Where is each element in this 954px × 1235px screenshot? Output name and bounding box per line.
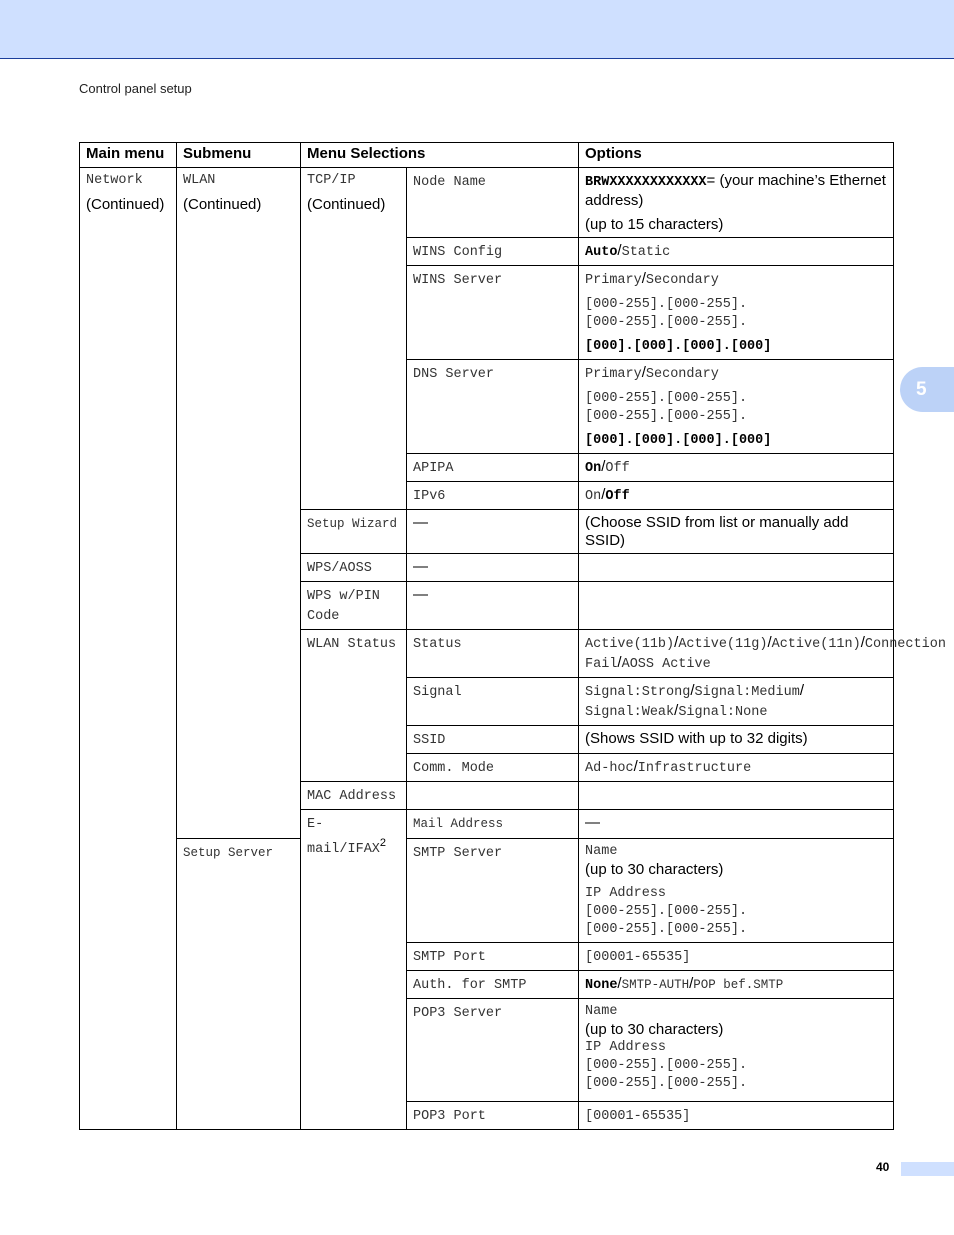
status-fail: Connection Fail xyxy=(585,637,946,672)
options-ssid: (Shows SSID with up to 32 digits) xyxy=(579,726,894,754)
smtp-server-label: SMTP Server xyxy=(413,846,503,861)
options-empty xyxy=(579,782,894,810)
selection-ipv6 xyxy=(407,482,579,510)
options-ipv6: On/Off xyxy=(579,482,894,510)
ssid-label: SSID xyxy=(413,733,446,748)
options-wins-server: Primary/Secondary [000-255].[000-255]. [000-255].[000-255]. [000].[000].[000].[000] xyxy=(579,266,894,360)
selection-comm-mode xyxy=(407,754,579,782)
status-label: Status xyxy=(413,637,462,652)
ipv6-on: On xyxy=(585,489,602,504)
pop3-ip-range-2: [000-255].[000-255]. xyxy=(585,1076,748,1091)
node-name-limit: (up to 15 characters) xyxy=(585,216,724,233)
status-11g: Active(11g) xyxy=(678,637,768,652)
wins-config-auto: Auto xyxy=(585,245,618,260)
pop3-server-label: POP3 Server xyxy=(413,1006,503,1021)
smtp-ip-range-1: [000-255].[000-255]. xyxy=(585,904,748,919)
selection-pop3-server xyxy=(407,999,579,1102)
options-dns-server: Primary/Secondary [000-255].[000-255]. [000-255].[000-255]. [000].[000].[000].[000] xyxy=(579,360,894,454)
signal-medium: Signal:Medium xyxy=(694,685,800,700)
header-options: Options xyxy=(579,143,894,168)
smtp-name: Name xyxy=(585,844,618,859)
header-submenu: Submenu xyxy=(177,143,301,168)
table-header-row xyxy=(80,143,894,168)
comm-adhoc: Ad-hoc xyxy=(585,761,634,776)
options-empty xyxy=(579,582,894,630)
node-name-brw: BRWXXXXXXXXXXXX xyxy=(585,175,707,190)
options-node-name xyxy=(579,168,894,238)
wins-secondary: Secondary xyxy=(645,273,719,288)
tcpip-cell xyxy=(301,168,407,510)
auth-pop-bef-smtp: POP bef.SMTP xyxy=(693,978,784,992)
smtp-port-label: SMTP Port xyxy=(413,950,486,965)
auth-smtp-label: Auth. for SMTP xyxy=(413,978,527,993)
status-aoss: AOSS Active xyxy=(621,657,711,672)
submenu-wlan-cell xyxy=(177,168,301,839)
setup-server-label: Setup Server xyxy=(183,846,274,860)
main-menu-network: Network xyxy=(86,173,143,188)
wins-primary: Primary xyxy=(585,273,642,288)
apipa-label: APIPA xyxy=(413,461,454,476)
status-11b: Active(11b) xyxy=(585,637,675,652)
separator: / xyxy=(617,242,622,259)
footer-bar xyxy=(901,1162,954,1176)
pop3-ip-range-1: [000-255].[000-255]. xyxy=(585,1058,748,1073)
selection-apipa xyxy=(407,454,579,482)
signal-none: Signal:None xyxy=(678,705,768,720)
apipa-on: On xyxy=(585,461,602,476)
submenu-email-cell xyxy=(301,810,407,1130)
selection-setup-server xyxy=(177,839,301,1130)
options-apipa: On/Off xyxy=(579,454,894,482)
selection-wins-server xyxy=(407,266,579,360)
options-empty xyxy=(579,554,894,582)
options-wins-config xyxy=(579,238,894,266)
wins-ip-range-1: [000-255].[000-255]. xyxy=(585,297,748,312)
dash-cell: — xyxy=(579,810,894,839)
smtp-ip-label: IP Address xyxy=(585,886,667,901)
continued-label: (Continued) xyxy=(183,196,262,213)
dash-cell: — xyxy=(407,582,579,630)
section-title: Control panel setup xyxy=(79,81,192,96)
signal-strong: Signal:Strong xyxy=(585,685,691,700)
selection-wlan-status xyxy=(301,630,407,782)
dns-secondary: Secondary xyxy=(645,367,719,382)
menu-table xyxy=(79,142,946,1130)
pop3-name-limit: (up to 30 characters) xyxy=(585,1021,724,1038)
main-menu-cell xyxy=(80,168,177,1130)
pop3-port-range: [00001-65535] xyxy=(585,1109,691,1124)
dns-ip-range-1: [000-255].[000-255]. xyxy=(585,391,748,406)
status-11n: Active(11n) xyxy=(771,637,861,652)
selection-wps-pin xyxy=(301,582,407,630)
selection-wps-aoss xyxy=(301,554,407,582)
wps-aoss-label: WPS/AOSS xyxy=(307,561,372,576)
options-signal: Signal:Strong/Signal:Medium/ Signal:Weak/Signal:None xyxy=(579,678,894,726)
apipa-off: Off xyxy=(605,461,630,476)
pop3-ip-label: IP Address xyxy=(585,1040,667,1055)
wins-ip-range-2: [000-255].[000-255]. xyxy=(585,315,748,330)
signal-label: Signal xyxy=(413,685,462,700)
continued-label: (Continued) xyxy=(307,196,386,213)
selection-pop3-port xyxy=(407,1102,579,1130)
selection-dns-server xyxy=(407,360,579,454)
smtp-name-limit: (up to 30 characters) xyxy=(585,861,724,878)
selection-signal xyxy=(407,678,579,726)
options-smtp-server xyxy=(579,839,894,943)
submenu-wlan: WLAN xyxy=(183,173,216,188)
wins-config-label: WINS Config xyxy=(413,245,503,260)
smtp-ip-range-2: [000-255].[000-255]. xyxy=(585,922,748,937)
wins-server-label: WINS Server xyxy=(413,273,503,288)
options-setup-wizard: (Choose SSID from list or manually add SSID) xyxy=(579,510,894,554)
page-number: 40 xyxy=(876,1160,890,1174)
wlan-status-label: WLAN Status xyxy=(307,637,397,652)
selection-setup-wizard xyxy=(301,510,407,554)
continued-label: (Continued) xyxy=(86,196,165,213)
mac-address-label: MAC Address xyxy=(307,789,397,804)
node-name-desc: = (your machine’s Ethernet address) xyxy=(585,172,886,209)
ipv6-label: IPv6 xyxy=(413,489,446,504)
dns-server-label: DNS Server xyxy=(413,367,495,382)
options-status: Active(11b)/Active(11g)/Active(11n)/Connection Fail/AOSS Active xyxy=(579,630,894,678)
node-name-label: Node Name xyxy=(413,175,486,190)
dash-cell: — xyxy=(407,554,579,582)
chapter-number: 5 xyxy=(916,378,927,400)
selection-tcpip: TCP/IP xyxy=(307,173,356,188)
selection-node-name xyxy=(407,168,579,238)
wins-config-static: Static xyxy=(621,245,671,260)
dns-ip-range-2: [000-255].[000-255]. xyxy=(585,409,748,424)
selection-mac-address xyxy=(301,782,407,810)
options-smtp-port xyxy=(579,943,894,971)
header-band xyxy=(0,0,954,59)
footnote-marker: 2 xyxy=(379,837,387,849)
comm-infrastructure: Infrastructure xyxy=(637,761,752,776)
dns-ip-default: [000].[000].[000].[000] xyxy=(585,433,772,448)
comm-mode-label: Comm. Mode xyxy=(413,761,495,776)
header-menu-selections: Menu Selections xyxy=(301,143,579,168)
selection-mail-address xyxy=(407,810,579,839)
chapter-tab xyxy=(900,367,954,412)
header-main-menu: Main menu xyxy=(80,143,177,168)
pop3-port-label: POP3 Port xyxy=(413,1109,486,1124)
selection-wins-config xyxy=(407,238,579,266)
signal-weak: Signal:Weak xyxy=(585,705,675,720)
options-auth-smtp: None/SMTP-AUTH/POP bef.SMTP xyxy=(579,971,894,999)
dns-primary: Primary xyxy=(585,367,642,382)
ipv6-off: Off xyxy=(605,489,630,504)
selection-smtp-port xyxy=(407,943,579,971)
options-pop3-server xyxy=(579,999,894,1102)
auth-none: None xyxy=(585,978,618,993)
auth-smtp-auth: SMTP-AUTH xyxy=(621,978,690,992)
options-pop3-port xyxy=(579,1102,894,1130)
selection-smtp-server xyxy=(407,839,579,943)
table-row xyxy=(80,168,894,238)
setup-wizard-label: Setup Wizard xyxy=(307,517,398,531)
selection-auth-smtp xyxy=(407,971,579,999)
wps-pin-label: WPS w/PIN Code xyxy=(307,589,380,624)
submenu-email-ifax: E-mail/IFAX xyxy=(307,817,380,857)
options-comm-mode: Ad-hoc/Infrastructure xyxy=(579,754,894,782)
selection-empty xyxy=(407,782,579,810)
dash-cell: — xyxy=(407,510,579,554)
mail-address-label: Mail Address xyxy=(413,817,504,831)
pop3-name: Name xyxy=(585,1004,618,1019)
selection-ssid xyxy=(407,726,579,754)
table-row xyxy=(80,839,894,943)
smtp-port-range: [00001-65535] xyxy=(585,950,691,965)
selection-status xyxy=(407,630,579,678)
wins-ip-default: [000].[000].[000].[000] xyxy=(585,339,772,354)
